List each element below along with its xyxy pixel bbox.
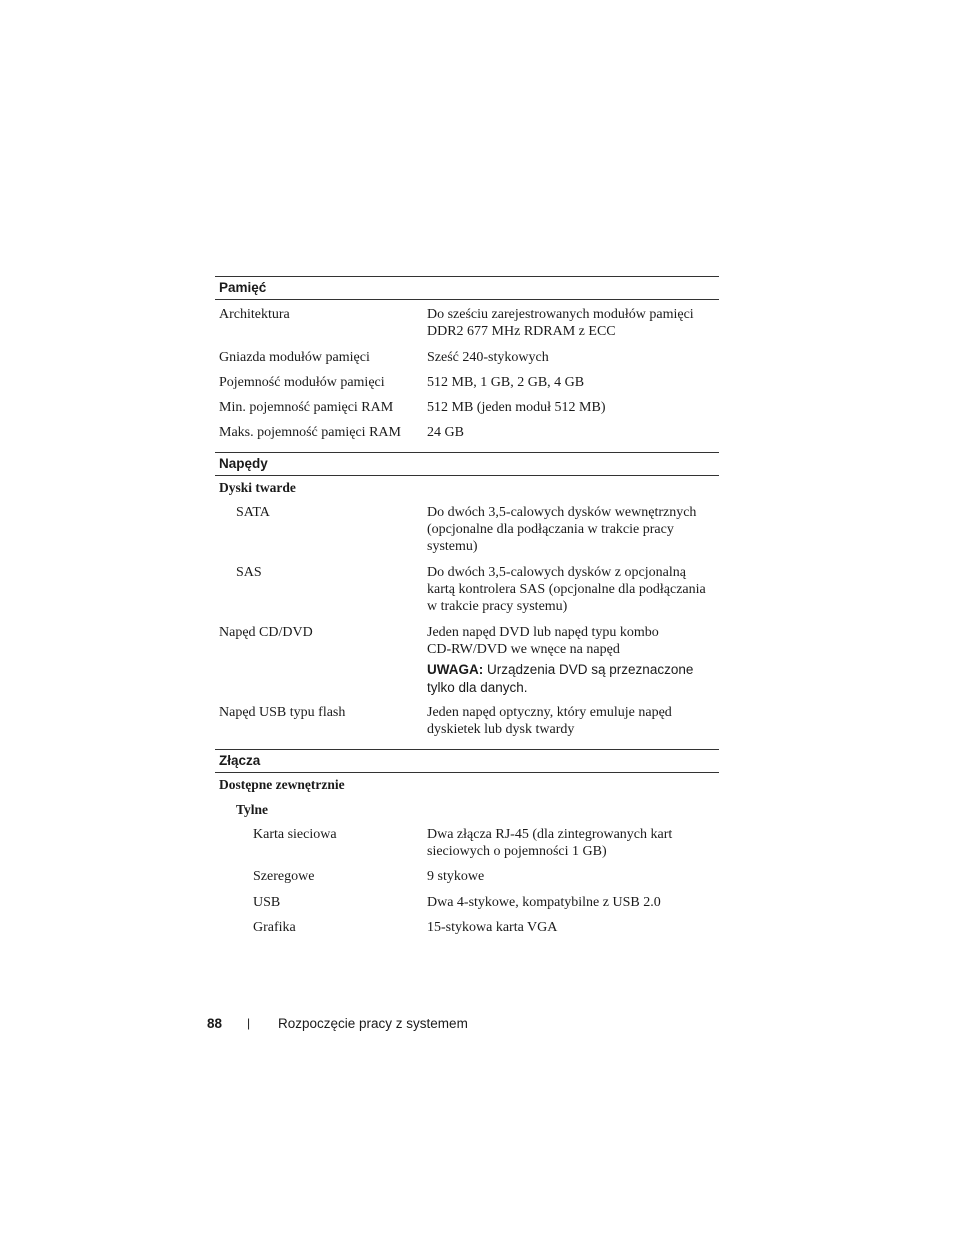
spec-row-sata xyxy=(215,504,719,556)
spec-value: 512 MB (jeden moduł 512 MB) xyxy=(427,400,606,416)
spec-value xyxy=(427,564,719,616)
spec-row-min-ram xyxy=(215,399,719,416)
spec-value: 9 stykowe xyxy=(427,869,485,885)
spec-value-line: Do dwóch 3,5-calowych dysków z opcjonalną xyxy=(427,564,686,580)
spec-value-line: Jeden napęd optyczny, który emuluje napęd xyxy=(427,705,672,721)
spec-value-line: dyskietek lub dysk twardy xyxy=(427,722,575,738)
spec-row-usb-flash xyxy=(215,704,719,739)
spec-value-line: Jeden napęd DVD lub napęd typu kombo xyxy=(427,624,659,640)
spec-value xyxy=(427,826,719,861)
spec-value-line: Do sześciu zarejestrowanych modułów pamięci xyxy=(427,307,694,322)
spec-label: USB xyxy=(253,894,281,910)
spec-value xyxy=(427,504,719,556)
chapter-title: Rozpoczęcie pracy z systemem xyxy=(278,1016,468,1031)
spec-row-graphics xyxy=(215,919,719,936)
spec-label: Maks. pojemność pamięci RAM xyxy=(219,425,401,441)
spec-label: Napęd CD/DVD xyxy=(219,624,313,640)
spec-value: 24 GB xyxy=(427,425,464,441)
spec-value: 15-stykowa karta VGA xyxy=(427,919,558,935)
spec-row-architecture xyxy=(215,306,719,341)
spec-label: Gniazda modułów pamięci xyxy=(219,349,370,365)
subsection-rear: Tylne xyxy=(236,801,269,817)
spec-value: Sześć 240-stykowych xyxy=(427,349,549,365)
spec-value-line: (opcjonalne dla podłączania w trakcie pracy xyxy=(427,522,674,538)
spec-row-serial xyxy=(215,868,719,885)
spec-value xyxy=(427,704,719,739)
spec-value: Dwa 4-stykowe, kompatybilne z USB 2.0 xyxy=(427,894,661,910)
spec-value-line: DDR2 677 MHz RDRAM z ECC xyxy=(427,324,616,340)
spec-row-network xyxy=(215,826,719,861)
spec-row-usb xyxy=(215,894,719,911)
spec-row-cd-dvd xyxy=(215,624,719,698)
spec-row-memory-slots xyxy=(215,349,719,366)
spec-value-line: CD-RW/DVD we wnęce na napęd xyxy=(427,641,620,657)
note-block xyxy=(427,661,719,697)
note-text: Urządzenia DVD są przeznaczone xyxy=(483,662,694,678)
section-header-connectors: Złącza xyxy=(215,749,719,773)
spec-value-line: w trakcie pracy systemu) xyxy=(427,599,568,615)
spec-value: 512 MB, 1 GB, 2 GB, 4 GB xyxy=(427,374,585,390)
page-number: 88 xyxy=(207,1016,223,1031)
note-text: tylko dla danych. xyxy=(427,680,528,696)
spec-row-max-ram xyxy=(215,424,719,441)
note-label: UWAGA: xyxy=(427,662,484,678)
spec-value-line: Dwa złącza RJ-45 (dla zintegrowanych kart xyxy=(427,826,673,842)
footer-separator: | xyxy=(247,1016,251,1030)
section-header-drives: Napędy xyxy=(215,452,719,476)
spec-value xyxy=(427,306,719,341)
spec-value-line: sieciowych o pojemności 1 GB) xyxy=(427,844,607,860)
subsection-external: Dostępne zewnętrznie xyxy=(219,776,345,792)
subsection-hard-drives: Dyski twarde xyxy=(219,479,296,495)
spec-table xyxy=(215,276,719,936)
spec-label: SAS xyxy=(236,564,262,580)
section-header-memory: Pamięć xyxy=(215,276,719,300)
spec-label: Min. pojemność pamięci RAM xyxy=(219,400,394,416)
spec-value-line: kartą kontrolera SAS (opcjonalne dla podłączania xyxy=(427,581,706,597)
spec-row-module-capacity xyxy=(215,374,719,391)
spec-label: Grafika xyxy=(253,919,296,935)
spec-row-sas xyxy=(215,564,719,616)
spec-value xyxy=(427,624,719,698)
spec-value-line: Do dwóch 3,5-calowych dysków wewnętrznych xyxy=(427,504,697,520)
spec-label: Szeregowe xyxy=(253,869,315,885)
spec-label: SATA xyxy=(236,504,270,520)
spec-label: Karta sieciowa xyxy=(253,826,337,842)
spec-value-line: systemu) xyxy=(427,539,478,555)
spec-label: Napęd USB typu flash xyxy=(219,705,346,721)
spec-label: Pojemność modułów pamięci xyxy=(219,374,385,390)
spec-label: Architektura xyxy=(219,307,290,322)
